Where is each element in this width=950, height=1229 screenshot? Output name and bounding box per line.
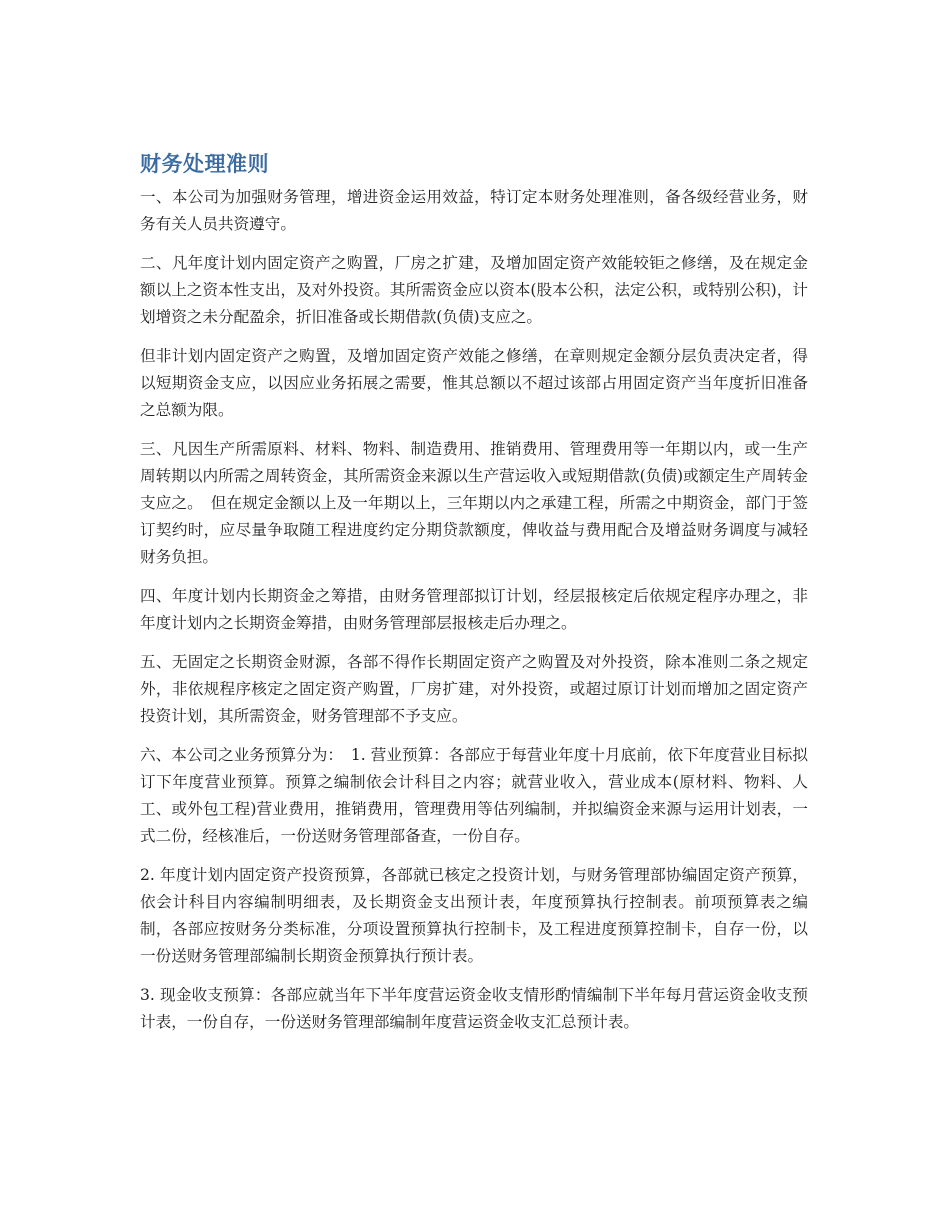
paragraph-8: 2. 年度计划内固定资产投资预算，各部就已核定之投资计划，与财务管理部协编固定资产预算，依会计科目内容编制明细表，及长期资金支出预计表，年度预算执行控制表。前项预算表之编制，各部应按财务分类标准，分项设置预算执行控制卡，及工程进度预算控制卡，自存一份，以一份送财务管理部编制长期资金预算执行预计表。 [140,866,808,965]
document-page [140,148,808,1048]
paragraph-1: 一、本公司为加强财务管理，增进资金运用效益，特订定本财务处理准则，备各级经营业务，财务有关人员共资遵守。 [140,188,808,233]
paragraph-4: 三、凡因生产所需原料、材料、物料、制造费用、推销费用、管理费用等一年期以内，或一生产周转期以内所需之周转资金，其所需资金来源以生产营运收入或短期借款(负债)或额定生产周转金支应之。 但在规定金额以上及一年期以上，三年期以内之承建工程，所需之中期资金，部门于签订契约时，应尽量争取随工程进度约定分期贷款额度，俾收益与费用配合及增益财务调度与减轻财务负担。 [140,440,808,566]
paragraph-9: 3. 现金收支预算：各部应就当年下半年度营运资金收支情形酌情编制下半年每月营运资金收支预计表，一份自存，一份送财务管理部编制年度营运资金收支汇总预计表。 [140,986,808,1031]
document-title: 财务处理准则 [140,152,269,176]
paragraph-7: 六、本公司之业务预算分为： 1. 营业预算：各部应于每营业年度十月底前，依下年度营业目标拟订下年度营业预算。预算之编制依会计科目之内容；就营业收入，营业成本(原材料、物料、人工、或外包工程)营业费用，推销费用，管理费用等估列编制，并拟编资金来源与运用计划表，一式二份，经核准后，一份送财务管理部备查，一份自存。 [140,746,808,845]
paragraph-6: 五、无固定之长期资金财源，各部不得作长期固定资产之购置及对外投资，除本准则二条之规定外，非依规程序核定之固定资产购置，厂房扩建，对外投资，或超过原订计划而增加之固定资产投资计划，其所需资金，财务管理部不予支应。 [140,653,808,725]
paragraph-3: 但非计划内固定资产之购置，及增加固定资产效能之修缮，在章则规定金额分层负责决定者，得以短期资金支应，以因应业务拓展之需要，惟其总额以不超过该部占用固定资产当年度折旧准备之总额为限。 [140,347,808,419]
paragraph-5: 四、年度计划内长期资金之筹措，由财务管理部拟订计划，经层报核定后依规定程序办理之，非年度计划内之长期资金筹措，由财务管理部层报核走后办理之。 [140,587,808,632]
paragraph-2: 二、凡年度计划内固定资产之购置，厂房之扩建，及增加固定资产效能较钜之修缮，及在规定金额以上之资本性支出，及对外投资。其所需资金应以资本(股本公积，法定公积，或特别公积)，计划增资之未分配盈余，折旧准备或长期借款(负债)支应之。 [140,254,808,326]
